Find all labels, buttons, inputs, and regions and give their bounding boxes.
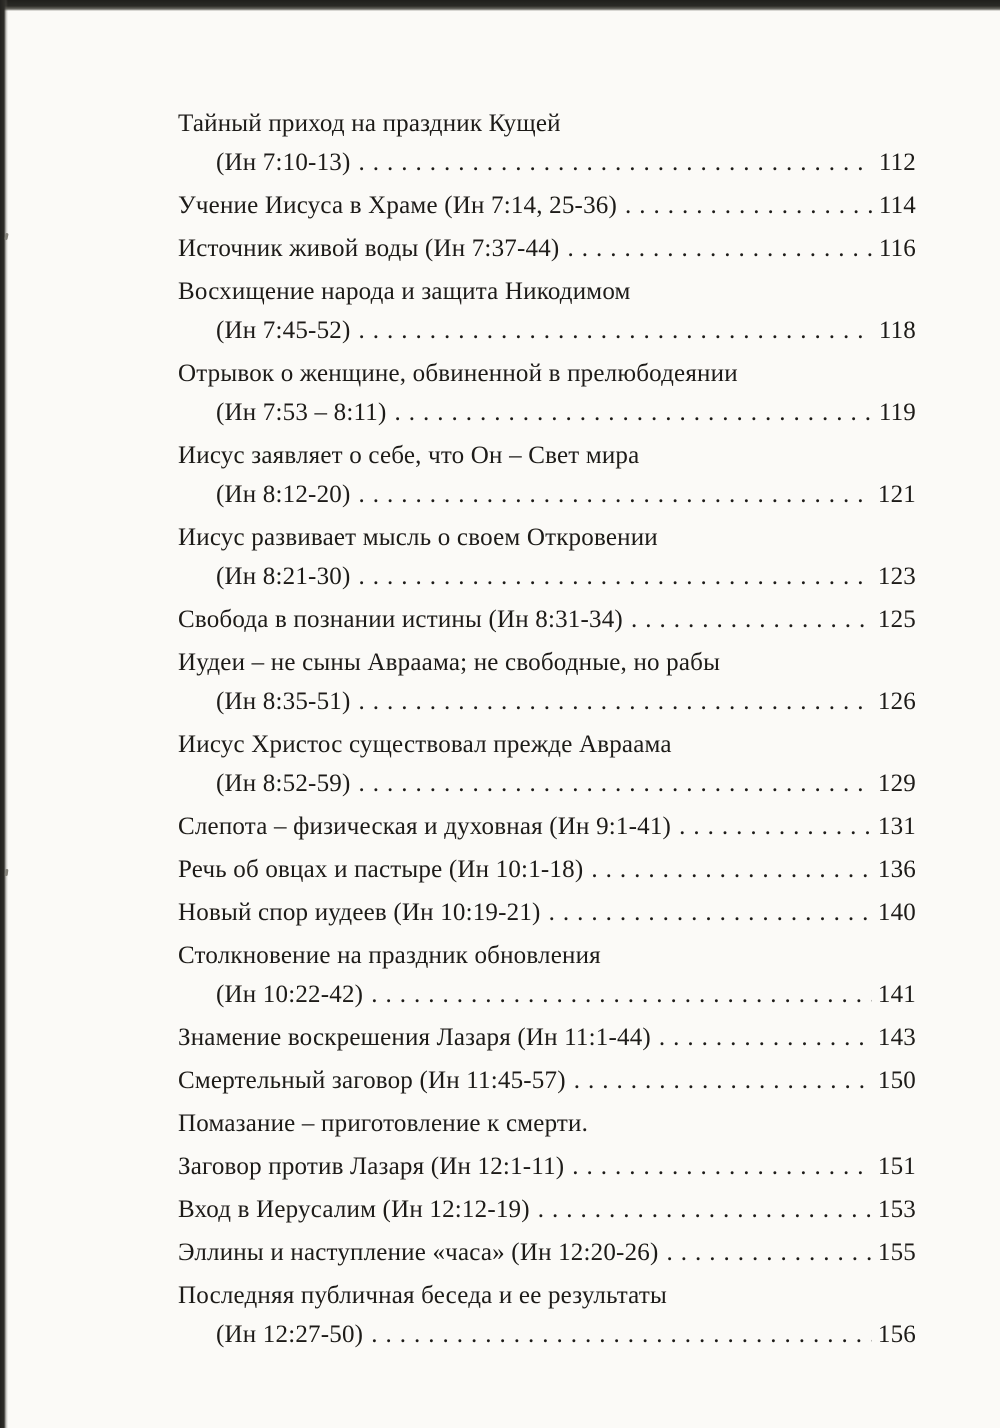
toc-entry-reference-row xyxy=(178,764,916,803)
page-number: 119 xyxy=(878,399,916,426)
toc-entry-title: Столкновение на праздник обновления xyxy=(178,942,601,969)
toc-entry xyxy=(178,518,916,596)
toc-entry xyxy=(178,1018,916,1057)
toc-entry xyxy=(178,1147,916,1186)
page-number: 114 xyxy=(878,192,916,219)
toc-entry-reference-row xyxy=(178,975,916,1014)
toc-entry-reference-row xyxy=(178,557,916,596)
dot-leader xyxy=(667,1233,872,1272)
toc-entry xyxy=(178,1233,916,1272)
toc-entry-reference-row xyxy=(178,311,916,350)
toc-entry xyxy=(178,272,916,350)
page-number: 155 xyxy=(877,1239,916,1266)
page-number: 125 xyxy=(877,606,916,633)
toc-entry-row xyxy=(178,1061,916,1100)
dot-leader xyxy=(679,807,872,846)
toc-entry-reference: (Ин 12:27-50) xyxy=(216,1321,364,1348)
toc-entry-title: Иисус развивает мысль о своем Откровении xyxy=(178,524,658,551)
toc-entry-reference: (Ин 7:53 – 8:11) xyxy=(216,399,387,426)
dot-leader xyxy=(359,143,873,182)
dot-leader xyxy=(359,311,873,350)
toc-entry xyxy=(178,893,916,932)
page-number: 116 xyxy=(878,235,916,262)
toc-entry-title: Восхищение народа и защита Никодимом xyxy=(178,278,631,305)
toc-entry-reference-row xyxy=(178,393,916,432)
toc-entry-reference: (Ин 8:52-59) xyxy=(216,770,351,797)
toc-entry xyxy=(178,354,916,432)
toc-entry xyxy=(178,600,916,639)
toc-entry xyxy=(178,643,916,721)
toc-entry-title: Иудеи – не сыны Авраама; не свободные, но рабы xyxy=(178,649,721,676)
toc-entry-row xyxy=(178,850,916,889)
toc-entry-reference-row xyxy=(178,143,916,182)
dot-leader xyxy=(625,186,873,225)
page-number: 151 xyxy=(877,1153,916,1180)
toc-entry-reference: (Ин 7:45-52) xyxy=(216,317,351,344)
dot-leader xyxy=(538,1190,872,1229)
page-number: 126 xyxy=(877,688,916,715)
toc-entry-title: Источник живой воды (Ин 7:37-44) xyxy=(178,235,560,262)
toc-entry-title: Речь об овцах и пастыре (Ин 10:1-18) xyxy=(178,856,584,883)
toc-entry xyxy=(178,936,916,1014)
dot-leader xyxy=(371,975,872,1014)
toc-entry xyxy=(178,104,916,182)
dot-leader xyxy=(395,393,873,432)
toc-entry-reference: (Ин 8:35-51) xyxy=(216,688,351,715)
toc-entry-reference: (Ин 10:22-42) xyxy=(216,981,364,1008)
dot-leader xyxy=(359,682,872,721)
toc-entry xyxy=(178,725,916,803)
dot-leader xyxy=(359,557,872,596)
toc-entry-row xyxy=(178,1018,916,1057)
page-number: 118 xyxy=(878,317,916,344)
scan-edge-top xyxy=(0,0,1000,11)
toc-entry-title: Последняя публичная беседа и ее результаты xyxy=(178,1282,667,1309)
toc-entry xyxy=(178,1061,916,1100)
toc-entry-title: Новый спор иудеев (Ин 10:19-21) xyxy=(178,899,541,926)
scan-edge-left xyxy=(0,0,8,1428)
toc-entry xyxy=(178,436,916,514)
toc-entry-row xyxy=(178,807,916,846)
toc-entry-title: Заговор против Лазаря (Ин 12:1-11) xyxy=(178,1153,565,1180)
scan-speck xyxy=(4,233,8,240)
toc-entry-title: Иисус заявляет о себе, что Он – Свет мира xyxy=(178,442,640,469)
toc-entry xyxy=(178,229,916,268)
toc-entry-title: Эллины и наступление «часа» (Ин 12:20-26) xyxy=(178,1239,659,1266)
dot-leader xyxy=(549,893,872,932)
toc-entry-reference: (Ин 8:21-30) xyxy=(216,563,351,590)
toc-entry-reference: (Ин 7:10-13) xyxy=(216,149,351,176)
page-number: 121 xyxy=(877,481,916,508)
page-number: 141 xyxy=(877,981,916,1008)
toc-entry-row xyxy=(178,1147,916,1186)
toc-entry-title: Смертельный заговор (Ин 11:45-57) xyxy=(178,1067,566,1094)
toc-entry-row xyxy=(178,893,916,932)
toc-entry xyxy=(178,1276,916,1354)
toc-entry-row xyxy=(178,1190,916,1229)
page-number: 129 xyxy=(877,770,916,797)
page-number: 131 xyxy=(877,813,916,840)
toc-entry xyxy=(178,1104,916,1143)
dot-leader xyxy=(574,1061,872,1100)
dot-leader xyxy=(567,229,872,268)
page-number: 150 xyxy=(877,1067,916,1094)
toc-entry-title: Слепота – физическая и духовная (Ин 9:1-41) xyxy=(178,813,672,840)
dot-leader xyxy=(371,1315,872,1354)
toc-entry-title: Знамение воскрешения Лазаря (Ин 11:1-44) xyxy=(178,1024,651,1051)
toc-entry-title: Помазание – приготовление к смерти. xyxy=(178,1110,589,1137)
toc-entry xyxy=(178,850,916,889)
toc-entry-row xyxy=(178,600,916,639)
dot-leader xyxy=(591,850,872,889)
page-number: 153 xyxy=(877,1196,916,1223)
toc-entry xyxy=(178,186,916,225)
page-number: 136 xyxy=(877,856,916,883)
toc-entry xyxy=(178,1190,916,1229)
toc-entry-row xyxy=(178,229,916,268)
toc-entry-title: Тайный приход на праздник Кущей xyxy=(178,110,561,137)
toc-entry-title: Свобода в познании истины (Ин 8:31-34) xyxy=(178,606,623,633)
dot-leader xyxy=(359,475,872,514)
toc-entry-reference-row xyxy=(178,1315,916,1354)
page-number: 143 xyxy=(877,1024,916,1051)
page-number: 140 xyxy=(877,899,916,926)
toc-entry-title: Вход в Иерусалим (Ин 12:12-19) xyxy=(178,1196,530,1223)
toc-entry-row xyxy=(178,186,916,225)
toc-entry-title: Отрывок о женщине, обвиненной в прелюбодеянии xyxy=(178,360,738,387)
toc-entry-title: Учение Иисуса в Храме (Ин 7:14, 25-36) xyxy=(178,192,617,219)
dot-leader xyxy=(659,1018,872,1057)
page-number: 156 xyxy=(877,1321,916,1348)
page-number: 112 xyxy=(878,149,916,176)
page-number: 123 xyxy=(877,563,916,590)
toc-list xyxy=(178,104,916,1358)
toc-entry-reference-row xyxy=(178,682,916,721)
dot-leader xyxy=(572,1147,872,1186)
toc-entry-title: Иисус Христос существовал прежде Авраама xyxy=(178,731,672,758)
toc-entry-reference: (Ин 8:12-20) xyxy=(216,481,351,508)
toc-entry-row xyxy=(178,1233,916,1272)
dot-leader xyxy=(631,600,872,639)
dot-leader xyxy=(359,764,872,803)
toc-entry xyxy=(178,807,916,846)
toc-entry-reference-row xyxy=(178,475,916,514)
